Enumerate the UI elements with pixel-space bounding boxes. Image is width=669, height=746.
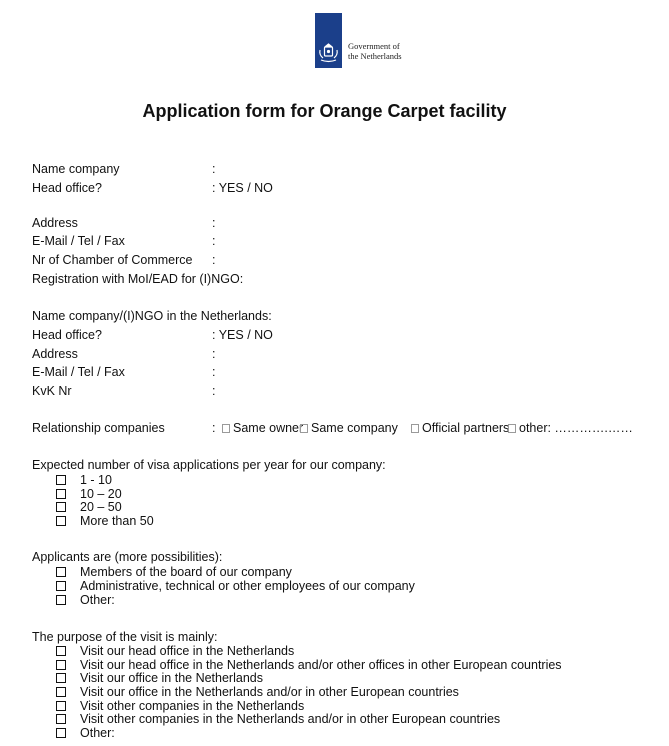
checkbox-icon[interactable] xyxy=(56,581,66,591)
field-label: Nr of Chamber of Commerce xyxy=(32,253,193,267)
field-label: Registration with MoI/EAD for (I)NGO: xyxy=(32,272,244,286)
checkbox-icon[interactable] xyxy=(56,475,66,485)
field-label: Address xyxy=(32,216,78,230)
field-label: E-Mail / Tel / Fax xyxy=(32,365,125,379)
checkbox-icon[interactable] xyxy=(222,424,230,433)
checkbox-icon[interactable] xyxy=(56,489,66,499)
checkbox-icon[interactable] xyxy=(508,424,516,433)
checkbox-icon[interactable] xyxy=(56,687,66,697)
page-title: Application form for Orange Carpet facility xyxy=(142,101,507,121)
question-label: The purpose of the visit is mainly: xyxy=(32,630,218,644)
field-value[interactable]: : xyxy=(212,365,216,379)
checkbox-icon[interactable] xyxy=(56,516,66,526)
question-label: Applicants are (more possibilities): xyxy=(32,550,223,564)
field-label: Address xyxy=(32,347,78,361)
checkbox-icon[interactable] xyxy=(56,673,66,683)
government-logo xyxy=(315,13,342,68)
field-label: Name company xyxy=(32,162,120,176)
checkbox-icon[interactable] xyxy=(56,646,66,656)
checkbox-icon[interactable] xyxy=(56,567,66,577)
checkbox-icon[interactable] xyxy=(56,701,66,711)
field-value[interactable]: : xyxy=(212,347,216,361)
checkbox-icon[interactable] xyxy=(56,660,66,670)
head-office-choice[interactable]: : YES / NO xyxy=(212,181,273,195)
checkbox-icon[interactable] xyxy=(56,714,66,724)
field-value[interactable]: : xyxy=(212,384,216,398)
relationship-option[interactable]: Official partners xyxy=(411,421,509,436)
field-label: E-Mail / Tel / Fax xyxy=(32,234,125,248)
field-label: KvK Nr xyxy=(32,384,72,398)
checkbox-icon[interactable] xyxy=(411,424,419,433)
field-value[interactable]: : xyxy=(212,162,216,176)
field-value[interactable]: : xyxy=(212,216,216,230)
field-colon: : xyxy=(212,421,216,435)
relationship-option[interactable]: Same company xyxy=(300,421,398,436)
question-label: Expected number of visa applications per year for our company: xyxy=(32,458,386,472)
relationship-option[interactable]: other: ………….…… xyxy=(508,421,633,436)
coat-of-arms-icon xyxy=(317,42,340,64)
head-office-choice[interactable]: : YES / NO xyxy=(212,328,273,342)
checkbox-icon[interactable] xyxy=(56,728,66,738)
field-label: Name company/(I)NGO in the Netherlands: xyxy=(32,309,272,323)
checkbox-icon[interactable] xyxy=(56,595,66,605)
field-label: Head office? xyxy=(32,328,102,342)
field-value[interactable]: : xyxy=(212,234,216,248)
logo-text: Government of the Netherlands xyxy=(348,41,402,61)
relationship-option[interactable]: Same owner xyxy=(222,421,303,436)
checkbox-icon[interactable] xyxy=(56,502,66,512)
field-label: Head office? xyxy=(32,181,102,195)
field-label: Relationship companies xyxy=(32,421,165,435)
checkbox-icon[interactable] xyxy=(300,424,308,433)
field-value[interactable]: : xyxy=(212,253,216,267)
